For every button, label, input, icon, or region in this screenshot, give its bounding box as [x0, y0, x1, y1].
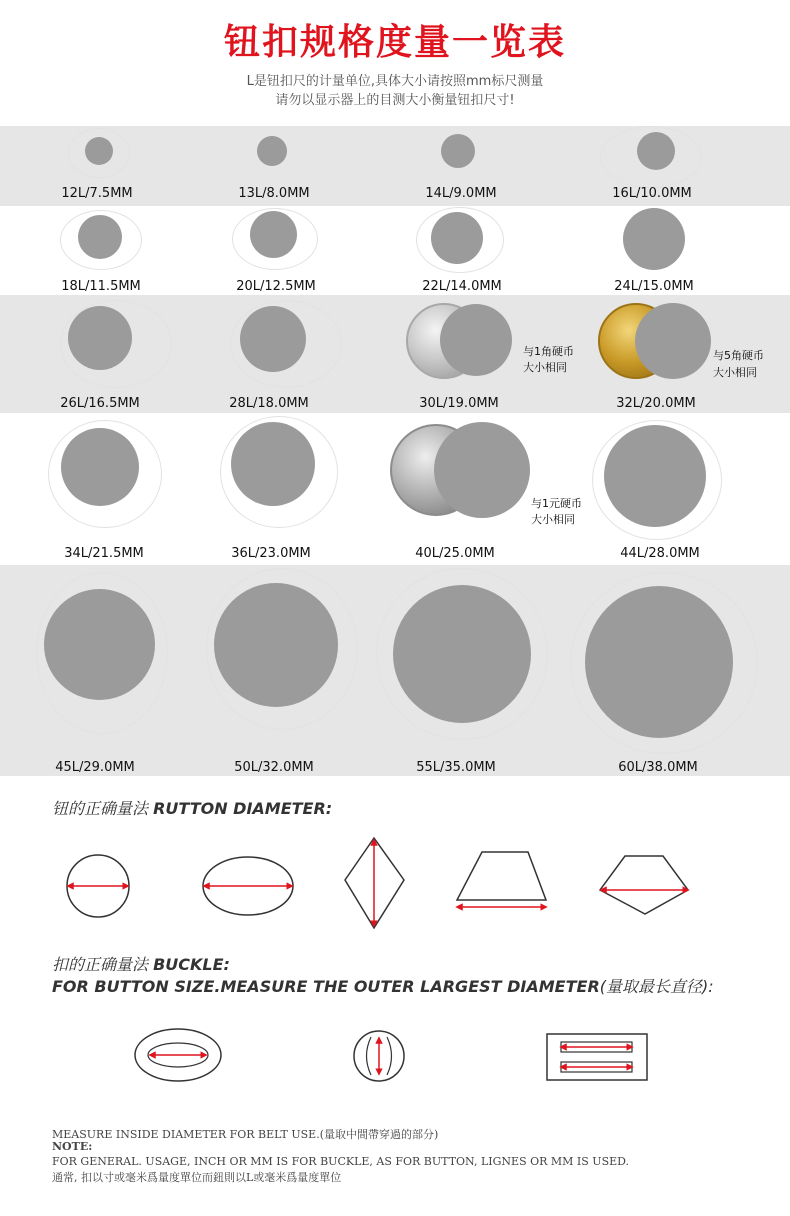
circle-diagram [67, 855, 129, 917]
size-label: 32L/20.0MM [616, 396, 696, 411]
button-measure-heading-en: RUTTON DIAMETER: [153, 799, 333, 818]
size-label: 24L/15.0MM [614, 279, 694, 294]
coin-note-line: 与1元硬币 [531, 497, 582, 510]
size-label: 34L/21.5MM [64, 546, 144, 561]
button-swatch-14l [441, 134, 475, 168]
button-swatch-13l [257, 136, 287, 166]
size-label: 20L/12.5MM [236, 279, 316, 294]
coin-note-line: 大小相同 [531, 513, 575, 526]
buckle-measure-subheading [52, 974, 714, 997]
size-label: 45L/29.0MM [55, 760, 135, 775]
button-swatch-60l [585, 586, 733, 738]
size-label: 30L/19.0MM [419, 396, 499, 411]
button-measure-heading [52, 796, 332, 819]
diamond-diagram [345, 838, 404, 928]
size-label: 22L/14.0MM [422, 279, 502, 294]
buckle-measure-diagrams [0, 1022, 790, 1102]
buckle-measure-subheading-cn: (量取最长直径): [599, 977, 714, 996]
size-label: 12L/7.5MM [61, 186, 133, 201]
coin-note-line: 与1角硬币 [523, 345, 574, 358]
button-swatch-24l [623, 208, 685, 270]
belt-measure-note: MEASURE INSIDE DIAMETER FOR BELT USE.(量取中間帶穿過的部分) [52, 1128, 439, 1141]
size-label: 60L/38.0MM [618, 760, 698, 775]
size-label: 13L/8.0MM [238, 186, 310, 201]
size-label: 44L/28.0MM [620, 546, 700, 561]
button-swatch-55l [393, 585, 531, 723]
size-label: 36L/23.0MM [231, 546, 311, 561]
trapezoid-diagram [457, 852, 546, 907]
general-usage-note-cn: 通常, 扣以寸或毫米爲量度單位而鈕則以L或毫米爲量度單位 [52, 1171, 342, 1184]
button-swatch-45l [44, 589, 155, 700]
button-swatch-12l [85, 137, 113, 165]
size-label: 28L/18.0MM [229, 396, 309, 411]
oval-buckle-diagram [135, 1029, 221, 1081]
rectangle-buckle-diagram [547, 1034, 647, 1080]
coin-note-line: 大小相同 [713, 366, 757, 379]
size-label: 18L/11.5MM [61, 279, 141, 294]
button-swatch-30l [440, 304, 512, 376]
general-usage-note: FOR GENERAL. USAGE, INCH OR MM IS FOR BUCKLE, AS FOR BUTTON, LIGNES OR MM IS USED. [52, 1155, 630, 1168]
coin-note-line: 与5角硬币 [713, 349, 764, 362]
size-label: 26L/16.5MM [60, 396, 140, 411]
button-swatch-26l [68, 306, 132, 370]
size-label: 55L/35.0MM [416, 760, 496, 775]
size-label: 16L/10.0MM [612, 186, 692, 201]
subtitle-line-1: L是钮扣尺的计量单位,具体大小请按照mm标尺测量 [246, 74, 544, 89]
page-title: 钮扣规格度量一览表 [223, 22, 566, 63]
size-label: 40L/25.0MM [415, 546, 495, 561]
buckle-measure-heading-cn: 扣的正确量法 [52, 955, 154, 974]
buckle-measure-heading [52, 952, 230, 975]
button-swatch-32l [635, 303, 711, 379]
buckle-measure-subheading-en: FOR BUTTON SIZE.MEASURE THE OUTER LARGEST DIAMETER [52, 977, 600, 996]
buckle-measure-heading-en: BUCKLE: [153, 955, 230, 974]
button-swatch-50l [214, 583, 338, 707]
size-label: 50L/32.0MM [234, 760, 314, 775]
button-swatch-16l [637, 132, 675, 170]
button-swatch-22l [431, 212, 483, 264]
round-buckle-diagram [354, 1031, 404, 1081]
button-swatch-40l [434, 422, 530, 518]
button-swatch-44l [604, 425, 706, 527]
size-label: 14L/9.0MM [425, 186, 497, 201]
button-swatch-36l [231, 422, 315, 506]
oval-diagram [203, 857, 293, 915]
button-swatch-18l [78, 215, 122, 259]
hexagon-diagram [600, 856, 688, 914]
button-swatch-28l [240, 306, 306, 372]
button-swatch-20l [250, 211, 297, 258]
note-label: NOTE: [52, 1140, 93, 1153]
subtitle-line-2: 请勿以显示器上的目测大小衡量钮扣尺寸! [275, 93, 515, 108]
button-measure-diagrams [0, 830, 790, 940]
button-measure-heading-cn: 钮的正确量法 [52, 799, 154, 818]
button-swatch-34l [61, 428, 139, 506]
coin-note-line: 大小相同 [523, 361, 567, 374]
